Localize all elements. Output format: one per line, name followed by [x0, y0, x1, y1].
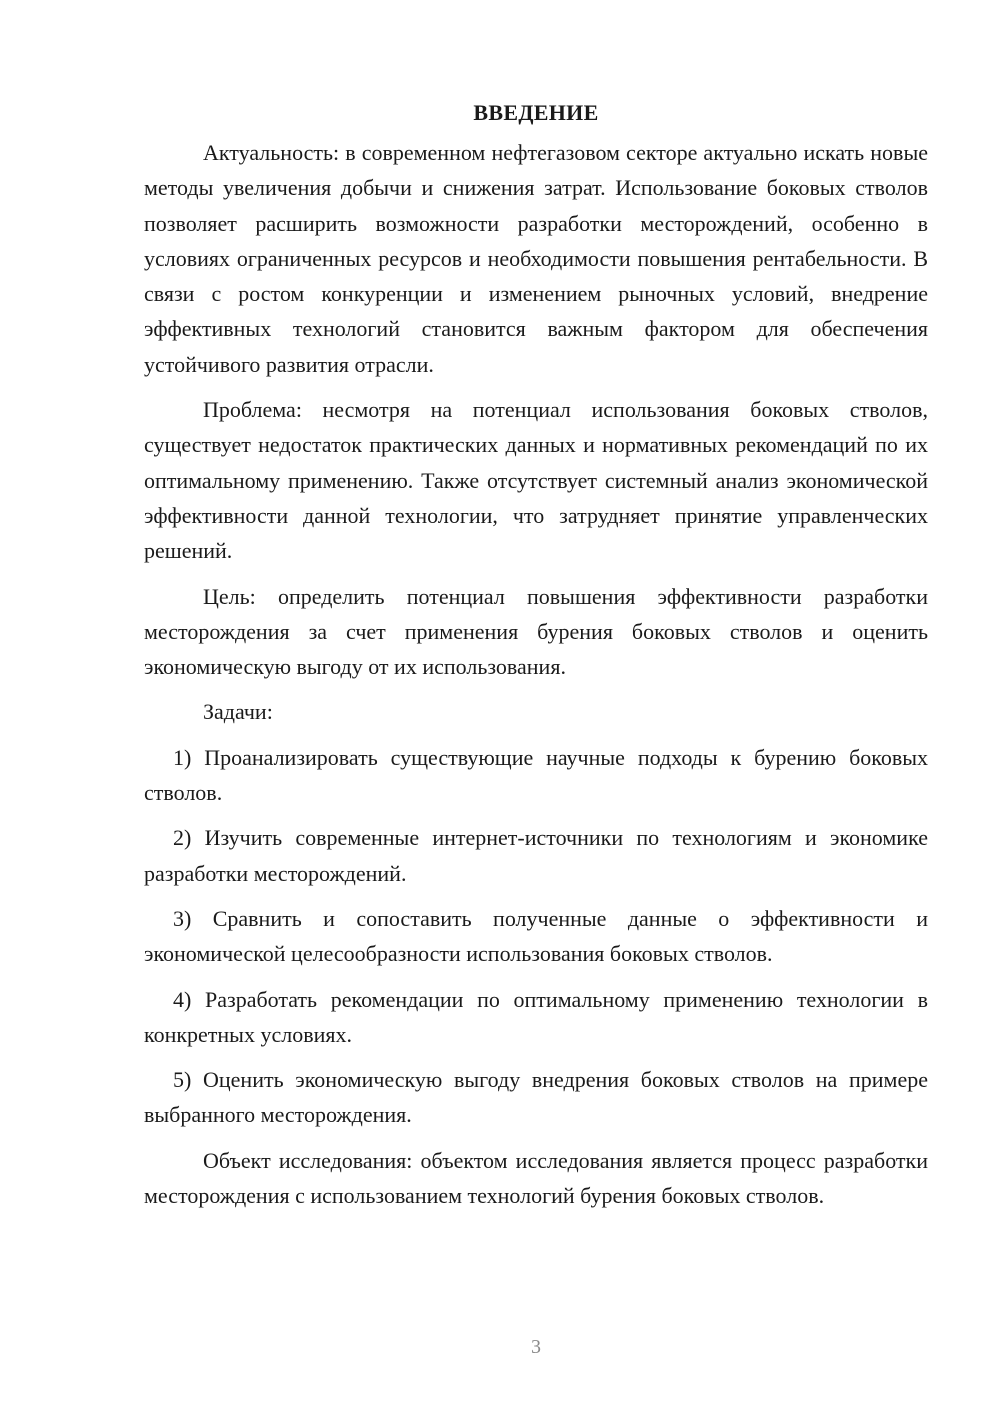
task-item-1: 1) Проанализировать существующие научные подходы к бурению боковых стволов.	[144, 744, 928, 806]
tasks-heading: Задачи:	[203, 699, 273, 725]
task-item-3: 3) Сравнить и сопоставить полученные данные о эффективности и экономической целесообразности использования боковых стволов.	[144, 905, 928, 967]
goal-paragraph: Цель: определить потенциал повышения эффективности разработки месторождения за счет применения бурения боковых стволов и оценить экономическую выгоду от их использования.	[144, 583, 928, 680]
object-paragraph: Объект исследования: объектом исследования является процесс разработки месторождения с использованием технологий бурения боковых стволов.	[144, 1147, 928, 1209]
task-item-5: 5) Оценить экономическую выгоду внедрения боковых стволов на примере выбранного месторождения.	[144, 1067, 928, 1128]
relevance-paragraph: Актуальность: в современном нефтегазовом секторе актуально искать новые методы увеличения добычи и снижения затрат. Использование боковых стволов позволяет расширить возможности разработки месторождений, особенно в условиях ограниченных ресурсов и необходимости повышения рентабельности. В связи с ростом конкуренции и изменением рыночных условий, внедрение эффективных технологий становится важным фактором для обеспечения устойчивого развития отрасли.	[144, 140, 928, 377]
task-item-2: 2) Изучить современные интернет-источники по технологиям и экономике разработки месторождений.	[144, 825, 928, 886]
problem-paragraph: Проблема: несмотря на потенциал использования боковых стволов, существует недостаток практических данных и нормативных рекомендаций по их оптимальному применению. Также отсутствует системный анализ экономической эффективности данной технологии, что затрудняет принятие управленческих решений.	[144, 397, 928, 564]
section-title: ВВЕДЕНИЕ	[473, 100, 599, 125]
page-content	[144, 95, 928, 1223]
task-item-4: 4) Разработать рекомендации по оптимальному применению технологии в конкретных условиях.	[144, 986, 928, 1047]
page-number: 3	[531, 1336, 541, 1358]
